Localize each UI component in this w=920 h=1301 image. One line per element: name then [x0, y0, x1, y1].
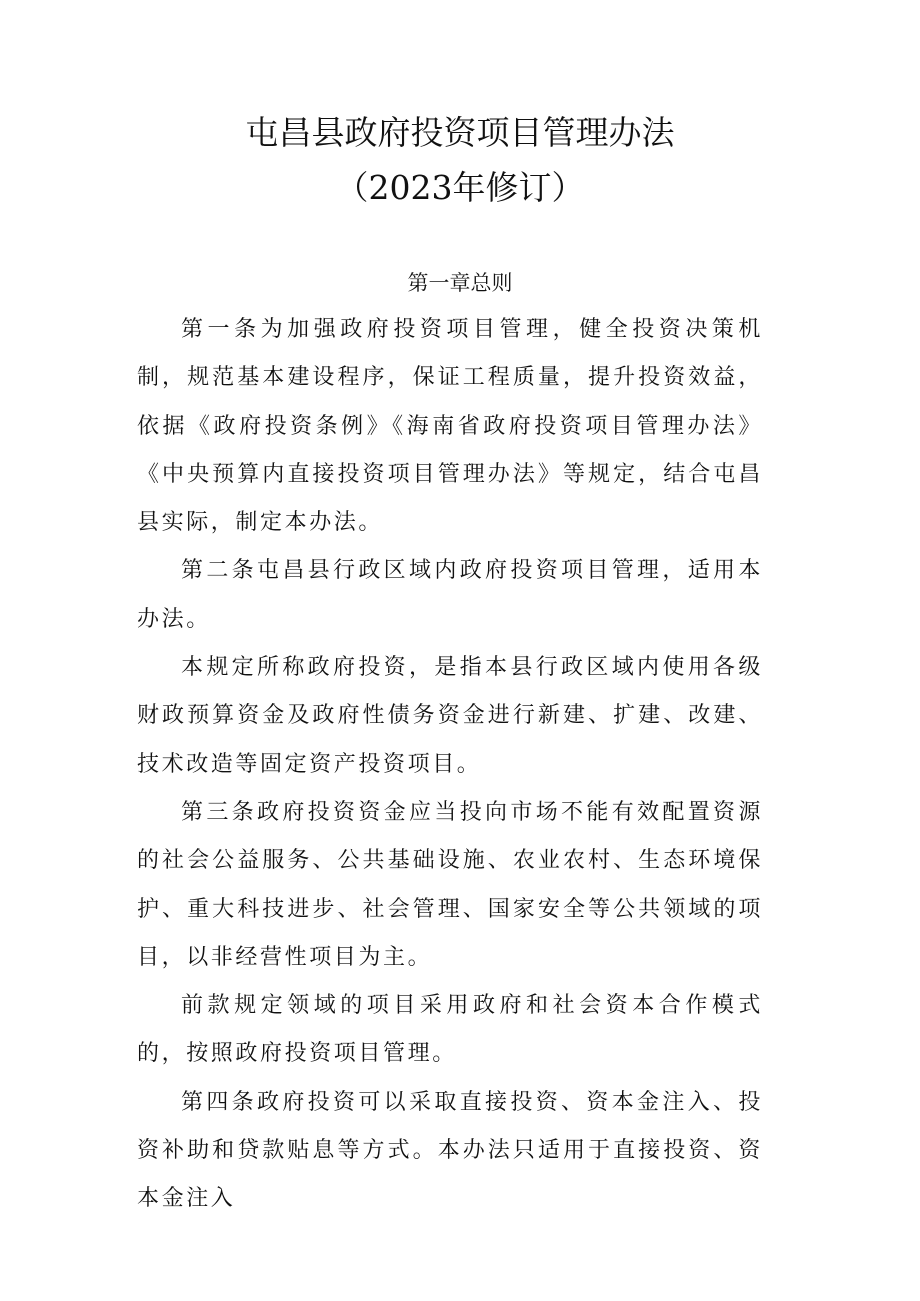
paragraph-ppp-clause: 前款规定领域的项目采用政府和社会资本合作模式的，按照政府投资项目管理。 — [137, 993, 763, 1067]
paragraph-article-3: 第三条政府投资资金应当投向市场不能有效配置资源的社会公益服务、公共基础设施、农业农村、生态环境保护、重大科技进步、社会管理、国家安全等公共领域的项目，以非经营性项目为主。 — [137, 799, 763, 970]
chapter-heading: 第一章总则 — [407, 271, 513, 295]
document-body — [137, 306, 763, 1224]
document-title: 屯昌县政府投资项目管理办法 — [245, 113, 675, 152]
document-subtitle: （2023年修订） — [335, 168, 585, 207]
paragraph-article-2: 第二条屯昌县行政区域内政府投资项目管理，适用本办法。 — [137, 558, 763, 632]
paragraph-article-1: 第一条为加强政府投资项目管理，健全投资决策机制，规范基本建设程序，保证工程质量，提升投资效益，依据《政府投资条例》《海南省政府投资项目管理办法》《中央预算内直接投资项目管理办法》等规定，结合屯昌县实际，制定本办法。 — [137, 317, 763, 536]
paragraph-article-4: 第四条政府投资可以采取直接投资、资本金注入、投资补助和贷款贴息等方式。本办法只适用于直接投资、资本金注入 — [137, 1089, 763, 1212]
paragraph-definition: 本规定所称政府投资，是指本县行政区域内使用各级财政预算资金及政府性债务资金进行新建、扩建、改建、技术改造等固定资产投资项目。 — [137, 655, 763, 777]
